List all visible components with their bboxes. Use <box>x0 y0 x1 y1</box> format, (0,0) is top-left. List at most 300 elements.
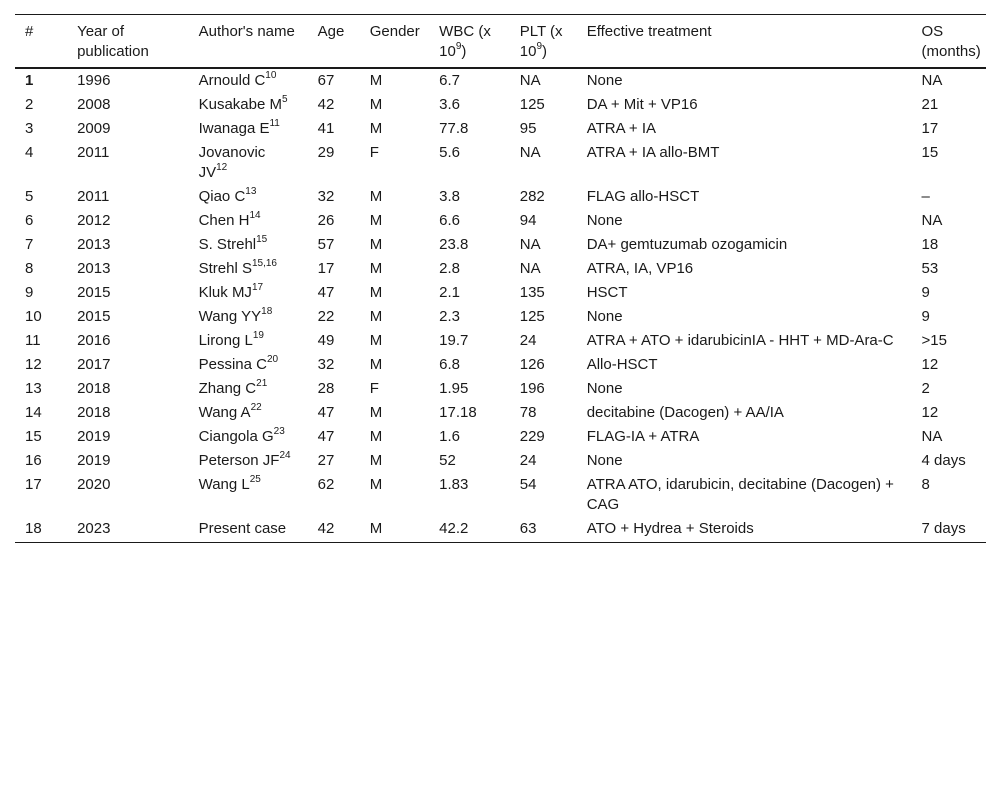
cell-os-text: NA <box>921 212 943 229</box>
cell-number <box>15 68 67 93</box>
cell-author <box>189 305 308 329</box>
cell-os <box>912 305 986 329</box>
cell-treatment-text: None <box>586 72 623 89</box>
cell-age <box>308 353 360 377</box>
header-label: WBC (x 10 <box>439 23 491 60</box>
cell-gender <box>360 257 429 281</box>
cell-author <box>189 141 308 185</box>
cell-number-text: 6 <box>25 212 34 229</box>
cell-number-text: 1 <box>25 72 34 89</box>
cell-plt-text: 196 <box>519 380 545 397</box>
header-number <box>15 15 67 69</box>
reference-number: 24 <box>279 450 291 461</box>
cell-year <box>67 185 189 209</box>
cell-wbc <box>429 329 510 353</box>
cell-age <box>308 473 360 517</box>
cell-author <box>189 185 308 209</box>
cell-year <box>67 401 189 425</box>
cell-gender-text: M <box>369 96 383 113</box>
cell-gender-text: F <box>369 144 379 161</box>
cell-treatment <box>577 68 912 93</box>
cell-gender <box>360 209 429 233</box>
cell-author-text: S. Strehl <box>198 236 257 253</box>
cell-year <box>67 305 189 329</box>
cell-age <box>308 141 360 185</box>
cell-wbc <box>429 377 510 401</box>
cell-author-text: Iwanaga E <box>198 120 270 137</box>
cell-os <box>912 425 986 449</box>
cell-author <box>189 93 308 117</box>
cell-year <box>67 257 189 281</box>
table-row <box>15 209 986 233</box>
cell-author-text: Lirong L <box>198 332 253 349</box>
cell-os-text: 9 <box>921 308 930 325</box>
table-row <box>15 68 986 93</box>
cell-gender-text: M <box>369 72 383 89</box>
cell-plt-text: 94 <box>519 212 537 229</box>
cell-age-text: 47 <box>317 404 335 421</box>
header-author <box>189 15 308 69</box>
cell-treatment-text: ATRA ATO, idarubicin, decitabine (Dacogen) + CAG <box>586 476 894 513</box>
cell-author <box>189 209 308 233</box>
table-row <box>15 401 986 425</box>
reference-number: 20 <box>266 354 279 365</box>
cell-author <box>189 233 308 257</box>
cell-gender-text: M <box>369 308 383 325</box>
cell-os-text: 4 days <box>921 452 966 469</box>
cell-wbc-text: 2.3 <box>439 308 461 325</box>
cell-plt-text: NA <box>519 144 541 161</box>
cell-age-text: 32 <box>317 188 335 205</box>
cell-author <box>189 117 308 141</box>
reference-number: 21 <box>256 378 268 389</box>
cell-gender <box>360 377 429 401</box>
cell-gender <box>360 233 429 257</box>
cell-number <box>15 425 67 449</box>
cell-treatment <box>577 117 912 141</box>
cell-gender <box>360 353 429 377</box>
cell-year-text: 2019 <box>77 452 111 469</box>
cell-number-text: 17 <box>25 476 42 493</box>
cell-number-text: 9 <box>25 284 34 301</box>
cell-treatment <box>577 257 912 281</box>
cell-year <box>67 473 189 517</box>
cell-author-text: Qiao C <box>198 188 246 205</box>
cell-plt-text: 125 <box>519 96 545 113</box>
table-row <box>15 425 986 449</box>
cell-os-text: 7 days <box>921 520 966 537</box>
cell-wbc <box>429 257 510 281</box>
cell-author-text: Kluk MJ <box>198 284 252 301</box>
cell-age-text: 42 <box>317 96 335 113</box>
cell-number <box>15 281 67 305</box>
header-os <box>912 15 986 69</box>
cell-treatment <box>577 209 912 233</box>
cell-plt-text: 54 <box>519 476 537 493</box>
cell-treatment-text: ATO + Hydrea + Steroids <box>586 520 754 537</box>
cell-author <box>189 377 308 401</box>
cell-wbc-text: 3.8 <box>439 188 461 205</box>
cell-number <box>15 517 67 543</box>
cell-gender-text: M <box>369 452 383 469</box>
reference-number: 12 <box>216 162 228 173</box>
cell-wbc-text: 19.7 <box>439 332 469 349</box>
reference-number: 22 <box>250 402 262 413</box>
cell-age-text: 49 <box>317 332 335 349</box>
cell-age <box>308 209 360 233</box>
cell-plt <box>510 233 577 257</box>
cell-number <box>15 257 67 281</box>
cell-os-text: 8 <box>921 476 930 493</box>
cell-plt <box>510 141 577 185</box>
cell-number <box>15 401 67 425</box>
cell-treatment <box>577 517 912 543</box>
cell-os <box>912 117 986 141</box>
reference-number: 13 <box>245 186 257 197</box>
cell-wbc <box>429 68 510 93</box>
cell-wbc-text: 6.6 <box>439 212 461 229</box>
cell-plt <box>510 353 577 377</box>
cell-number-text: 15 <box>25 428 42 445</box>
cell-author-text: Arnould C <box>198 72 266 89</box>
cell-os-text: 9 <box>921 284 930 301</box>
cell-wbc <box>429 401 510 425</box>
reference-number: 18 <box>261 306 273 317</box>
cell-wbc <box>429 449 510 473</box>
cell-year-text: 2013 <box>77 236 111 253</box>
header-exponent: 9 <box>536 41 542 52</box>
cell-os <box>912 377 986 401</box>
cell-number <box>15 209 67 233</box>
cell-number <box>15 185 67 209</box>
table-body <box>15 68 986 543</box>
cell-gender <box>360 473 429 517</box>
cell-wbc <box>429 305 510 329</box>
cell-treatment <box>577 93 912 117</box>
cell-gender <box>360 117 429 141</box>
header-label: Age <box>317 23 345 40</box>
cell-gender-text: M <box>369 188 383 205</box>
cell-number <box>15 353 67 377</box>
cell-author-text: Kusakabe M <box>198 96 282 113</box>
header-gender <box>360 15 429 69</box>
cell-gender <box>360 401 429 425</box>
cell-os-text: 21 <box>921 96 939 113</box>
cell-age-text: 57 <box>317 236 335 253</box>
cell-plt-text: 24 <box>519 452 537 469</box>
reference-number: 17 <box>251 282 264 293</box>
cell-number-text: 7 <box>25 236 34 253</box>
cell-treatment <box>577 353 912 377</box>
cell-treatment-text: FLAG-IA + ATRA <box>586 428 700 445</box>
cell-plt-text: NA <box>519 72 541 89</box>
cell-plt <box>510 257 577 281</box>
table-row <box>15 473 986 517</box>
cell-gender <box>360 281 429 305</box>
cell-plt-text: 24 <box>519 332 537 349</box>
header-plt <box>510 15 577 69</box>
cell-gender-text: M <box>369 260 383 277</box>
cell-os <box>912 473 986 517</box>
cell-number-text: 8 <box>25 260 34 277</box>
cell-age-text: 28 <box>317 380 335 397</box>
cell-plt <box>510 377 577 401</box>
cell-number <box>15 473 67 517</box>
cell-treatment-text: ATRA + IA <box>586 120 657 137</box>
cell-treatment-text: DA+ gemtuzumab ozogamicin <box>586 236 788 253</box>
cell-number <box>15 449 67 473</box>
cell-age-text: 62 <box>317 476 335 493</box>
cell-os <box>912 233 986 257</box>
cell-treatment-text: DA + Mit + VP16 <box>586 96 698 113</box>
cell-age <box>308 281 360 305</box>
cell-author-text: Pessina C <box>198 356 267 373</box>
cell-age <box>308 401 360 425</box>
cell-wbc <box>429 117 510 141</box>
cell-gender-text: M <box>369 284 383 301</box>
reference-number: 25 <box>249 474 261 485</box>
cell-number <box>15 141 67 185</box>
cell-age <box>308 517 360 543</box>
cell-age-text: 22 <box>317 308 335 325</box>
reference-number: 11 <box>269 118 280 129</box>
cell-year-text: 2012 <box>77 212 111 229</box>
table-row <box>15 449 986 473</box>
cell-number-text: 12 <box>25 356 42 373</box>
cell-plt-text: 282 <box>519 188 545 205</box>
cell-treatment-text: None <box>586 308 623 325</box>
cell-wbc <box>429 93 510 117</box>
cell-os <box>912 329 986 353</box>
cell-plt <box>510 93 577 117</box>
cell-wbc-text: 1.83 <box>439 476 469 493</box>
cell-plt <box>510 68 577 93</box>
cell-year-text: 1996 <box>77 72 111 89</box>
cell-age-text: 26 <box>317 212 335 229</box>
cell-number <box>15 377 67 401</box>
cell-year <box>67 233 189 257</box>
header-year <box>67 15 189 69</box>
cell-wbc-text: 17.18 <box>439 404 477 421</box>
cell-wbc-text: 2.8 <box>439 260 461 277</box>
cell-author <box>189 68 308 93</box>
cell-age <box>308 425 360 449</box>
cell-author-text: Wang YY <box>198 308 262 325</box>
cell-treatment <box>577 141 912 185</box>
cell-author-text: Ciangola G <box>198 428 274 445</box>
cell-os-text: 17 <box>921 120 939 137</box>
header-label: PLT (x 10 <box>519 23 563 60</box>
reference-number: 10 <box>265 70 277 81</box>
cell-number <box>15 329 67 353</box>
cell-year-text: 2016 <box>77 332 111 349</box>
cell-plt <box>510 449 577 473</box>
cell-treatment-text: ATRA + IA allo-BMT <box>586 144 720 161</box>
cell-wbc <box>429 209 510 233</box>
table-row <box>15 305 986 329</box>
header-label-suffix: ) <box>542 43 547 60</box>
cell-number <box>15 233 67 257</box>
cell-treatment-text: ATRA, IA, VP16 <box>586 260 694 277</box>
cell-year <box>67 329 189 353</box>
table-row <box>15 233 986 257</box>
cell-author-text: Wang L <box>198 476 250 493</box>
cell-plt <box>510 401 577 425</box>
cell-year-text: 2011 <box>77 188 110 205</box>
cell-os-text: 2 <box>921 380 930 397</box>
case-reports-table <box>15 14 986 543</box>
cell-author-text: Peterson JF <box>198 452 280 469</box>
cell-treatment-text: None <box>586 212 623 229</box>
table-row <box>15 257 986 281</box>
cell-plt <box>510 473 577 517</box>
cell-gender-text: M <box>369 120 383 137</box>
header-label: Effective treatment <box>586 23 712 40</box>
cell-gender <box>360 141 429 185</box>
cell-year-text: 2013 <box>77 260 111 277</box>
cell-author <box>189 517 308 543</box>
cell-gender-text: M <box>369 356 383 373</box>
cell-number-text: 13 <box>25 380 42 397</box>
cell-age <box>308 117 360 141</box>
cell-os-text: NA <box>921 428 943 445</box>
cell-year-text: 2017 <box>77 356 111 373</box>
cell-year <box>67 68 189 93</box>
cell-plt <box>510 209 577 233</box>
cell-wbc-text: 42.2 <box>439 520 469 537</box>
cell-wbc <box>429 425 510 449</box>
cell-plt <box>510 305 577 329</box>
cell-age-text: 32 <box>317 356 335 373</box>
cell-treatment-text: None <box>586 452 623 469</box>
cell-os <box>912 257 986 281</box>
cell-author-text: Chen H <box>198 212 250 229</box>
cell-year-text: 2015 <box>77 308 111 325</box>
cell-age-text: 41 <box>317 120 335 137</box>
reference-number: 15,16 <box>251 258 277 269</box>
cell-year <box>67 141 189 185</box>
cell-plt <box>510 425 577 449</box>
cell-os <box>912 517 986 543</box>
cell-year <box>67 117 189 141</box>
cell-author <box>189 353 308 377</box>
cell-wbc-text: 1.95 <box>439 380 469 397</box>
table-row <box>15 185 986 209</box>
cell-age-text: 27 <box>317 452 335 469</box>
table-row <box>15 117 986 141</box>
cell-wbc-text: 3.6 <box>439 96 461 113</box>
cell-number <box>15 117 67 141</box>
cell-age <box>308 377 360 401</box>
cell-age <box>308 257 360 281</box>
cell-age <box>308 329 360 353</box>
cell-gender <box>360 185 429 209</box>
cell-age-text: 47 <box>317 428 335 445</box>
cell-wbc <box>429 185 510 209</box>
cell-os-text: >15 <box>921 332 947 349</box>
cell-author-text: Zhang C <box>198 380 257 397</box>
cell-os-text: 12 <box>921 404 939 421</box>
cell-plt-text: NA <box>519 236 541 253</box>
cell-wbc <box>429 141 510 185</box>
cell-gender-text: F <box>369 380 379 397</box>
cell-treatment <box>577 449 912 473</box>
cell-age <box>308 93 360 117</box>
cell-plt <box>510 281 577 305</box>
header-treatment <box>577 15 912 69</box>
cell-year <box>67 449 189 473</box>
cell-age <box>308 449 360 473</box>
table-row <box>15 517 986 543</box>
cell-year <box>67 353 189 377</box>
reference-number: 15 <box>256 234 268 245</box>
cell-gender-text: M <box>369 212 383 229</box>
cell-gender <box>360 305 429 329</box>
cell-number-text: 10 <box>25 308 42 325</box>
cell-year-text: 2019 <box>77 428 111 445</box>
cell-os-text: 15 <box>921 144 939 161</box>
cell-author-text: Jovanovic JV <box>198 144 266 181</box>
cell-plt-text: 63 <box>519 520 537 537</box>
header-label: # <box>25 23 34 40</box>
cell-author-text: Present case <box>198 520 287 537</box>
cell-year <box>67 281 189 305</box>
header-age <box>308 15 360 69</box>
reference-number: 23 <box>273 426 285 437</box>
cell-plt <box>510 185 577 209</box>
cell-author <box>189 329 308 353</box>
cell-os <box>912 141 986 185</box>
cell-treatment <box>577 305 912 329</box>
cell-author <box>189 425 308 449</box>
table-row <box>15 141 986 185</box>
cell-gender-text: M <box>369 520 383 537</box>
case-table-container <box>15 14 986 543</box>
cell-age <box>308 68 360 93</box>
cell-year-text: 2018 <box>77 380 111 397</box>
cell-plt <box>510 517 577 543</box>
cell-author <box>189 281 308 305</box>
cell-number-text: 16 <box>25 452 42 469</box>
cell-gender <box>360 517 429 543</box>
cell-plt-text: 125 <box>519 308 545 325</box>
cell-treatment-text: None <box>586 380 623 397</box>
reference-number: 19 <box>252 330 264 341</box>
cell-os <box>912 353 986 377</box>
cell-wbc <box>429 517 510 543</box>
cell-age <box>308 233 360 257</box>
cell-wbc-text: 2.1 <box>439 284 461 301</box>
cell-year-text: 2023 <box>77 520 111 537</box>
cell-plt-text: NA <box>519 260 541 277</box>
cell-year-text: 2020 <box>77 476 111 493</box>
cell-treatment-text: Allo-HSCT <box>586 356 658 373</box>
cell-number-text: 2 <box>25 96 34 113</box>
cell-treatment-text: HSCT <box>586 284 628 301</box>
cell-wbc-text: 6.7 <box>439 72 461 89</box>
cell-wbc-text: 77.8 <box>439 120 469 137</box>
cell-author <box>189 401 308 425</box>
cell-number-text: 14 <box>25 404 42 421</box>
header-label-suffix: ) <box>461 43 467 60</box>
cell-gender-text: M <box>369 428 383 445</box>
cell-number-text: 4 <box>25 144 34 161</box>
cell-plt-text: 78 <box>519 404 537 421</box>
cell-number <box>15 93 67 117</box>
cell-wbc-text: 52 <box>439 452 456 469</box>
cell-year-text: 2015 <box>77 284 111 301</box>
cell-gender-text: M <box>369 332 383 349</box>
